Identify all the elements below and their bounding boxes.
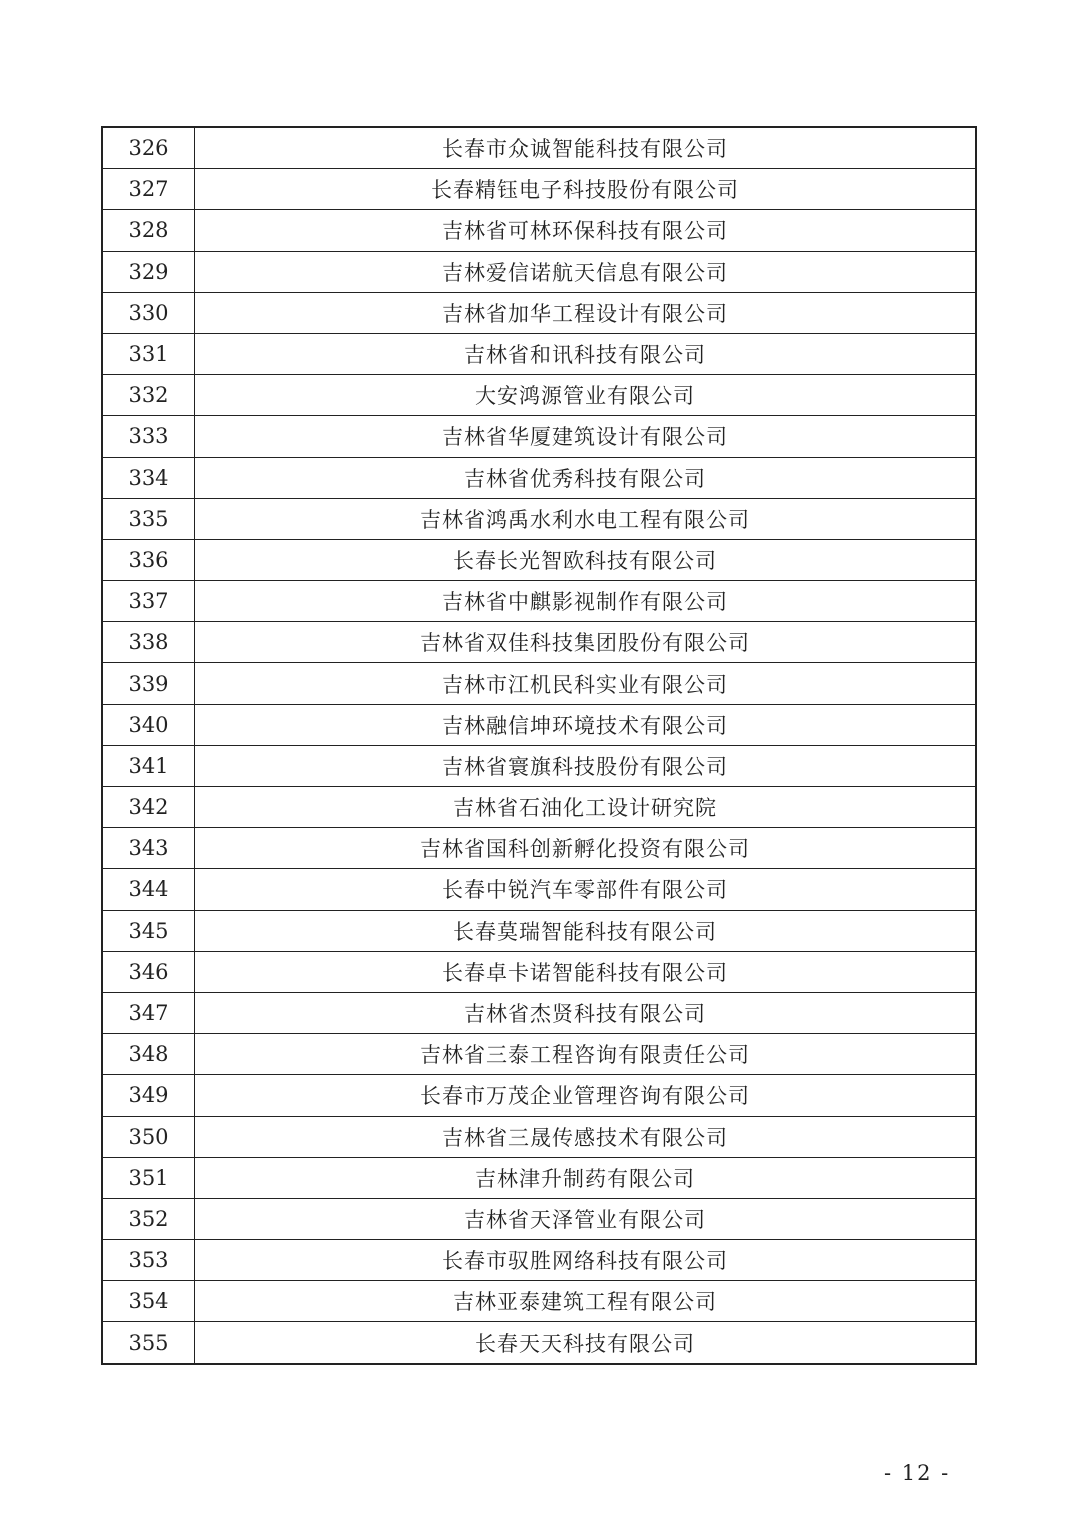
company-name: 吉林亚泰建筑工程有限公司 [195,1281,977,1322]
company-name: 吉林省鸿禹水利水电工程有限公司 [195,498,977,539]
row-number: 329 [102,251,195,292]
company-name: 长春市万茂企业管理咨询有限公司 [195,1075,977,1116]
table-row [102,1157,976,1198]
table-row [102,1322,976,1364]
company-name: 吉林省石油化工设计研究院 [195,787,977,828]
row-number: 342 [102,787,195,828]
table-row [102,1198,976,1239]
table-row [102,704,976,745]
row-number: 332 [102,375,195,416]
company-name: 吉林爱信诺航天信息有限公司 [195,251,977,292]
company-name: 吉林省优秀科技有限公司 [195,457,977,498]
company-name: 长春市众诚智能科技有限公司 [195,127,977,169]
row-number: 349 [102,1075,195,1116]
row-number: 355 [102,1322,195,1364]
table-row [102,951,976,992]
table-body [102,127,976,1364]
company-name: 长春天天科技有限公司 [195,1322,977,1364]
company-name: 长春卓卡诺智能科技有限公司 [195,951,977,992]
row-number: 326 [102,127,195,169]
table-row [102,869,976,910]
row-number: 331 [102,333,195,374]
row-number: 351 [102,1157,195,1198]
table-row [102,663,976,704]
table-row [102,581,976,622]
company-name: 吉林津升制药有限公司 [195,1157,977,1198]
table-row [102,1116,976,1157]
row-number: 338 [102,622,195,663]
table-row [102,292,976,333]
table-row [102,1240,976,1281]
company-name: 吉林省三泰工程咨询有限责任公司 [195,1034,977,1075]
company-name: 吉林融信坤环境技术有限公司 [195,704,977,745]
row-number: 340 [102,704,195,745]
row-number: 352 [102,1198,195,1239]
company-name: 吉林省三晟传感技术有限公司 [195,1116,977,1157]
company-list-table [101,126,977,1365]
company-name: 吉林省和讯科技有限公司 [195,333,977,374]
table-row [102,539,976,580]
table-row [102,787,976,828]
table-row [102,498,976,539]
table-row [102,828,976,869]
page-number: - 12 - [884,1461,951,1485]
row-number: 330 [102,292,195,333]
company-name: 长春长光智欧科技有限公司 [195,539,977,580]
row-number: 344 [102,869,195,910]
company-name: 长春中锐汽车零部件有限公司 [195,869,977,910]
row-number: 336 [102,539,195,580]
row-number: 345 [102,910,195,951]
company-name: 长春精钰电子科技股份有限公司 [195,169,977,210]
row-number: 335 [102,498,195,539]
row-number: 348 [102,1034,195,1075]
row-number: 333 [102,416,195,457]
company-name: 吉林省可林环保科技有限公司 [195,210,977,251]
row-number: 350 [102,1116,195,1157]
table-row [102,210,976,251]
company-name: 吉林省杰贤科技有限公司 [195,992,977,1033]
company-name: 吉林省天泽管业有限公司 [195,1198,977,1239]
table-row [102,992,976,1033]
table-row [102,169,976,210]
company-name: 吉林省双佳科技集团股份有限公司 [195,622,977,663]
table-row [102,1034,976,1075]
company-name: 长春莫瑞智能科技有限公司 [195,910,977,951]
company-name: 吉林省中麒影视制作有限公司 [195,581,977,622]
row-number: 337 [102,581,195,622]
row-number: 353 [102,1240,195,1281]
row-number: 341 [102,745,195,786]
row-number: 327 [102,169,195,210]
row-number: 343 [102,828,195,869]
table-row [102,416,976,457]
row-number: 328 [102,210,195,251]
table-row [102,622,976,663]
company-name: 吉林省华厦建筑设计有限公司 [195,416,977,457]
row-number: 347 [102,992,195,1033]
table-row [102,910,976,951]
table-row [102,375,976,416]
table-row [102,1281,976,1322]
table-row [102,457,976,498]
company-name: 长春市驭胜网络科技有限公司 [195,1240,977,1281]
table-row [102,251,976,292]
table-row [102,127,976,169]
table-row [102,745,976,786]
row-number: 354 [102,1281,195,1322]
row-number: 346 [102,951,195,992]
table-row [102,1075,976,1116]
company-name: 吉林省国科创新孵化投资有限公司 [195,828,977,869]
company-name: 吉林省寰旗科技股份有限公司 [195,745,977,786]
row-number: 334 [102,457,195,498]
table-row [102,333,976,374]
company-name: 大安鸿源管业有限公司 [195,375,977,416]
company-name: 吉林省加华工程设计有限公司 [195,292,977,333]
row-number: 339 [102,663,195,704]
company-name: 吉林市江机民科实业有限公司 [195,663,977,704]
